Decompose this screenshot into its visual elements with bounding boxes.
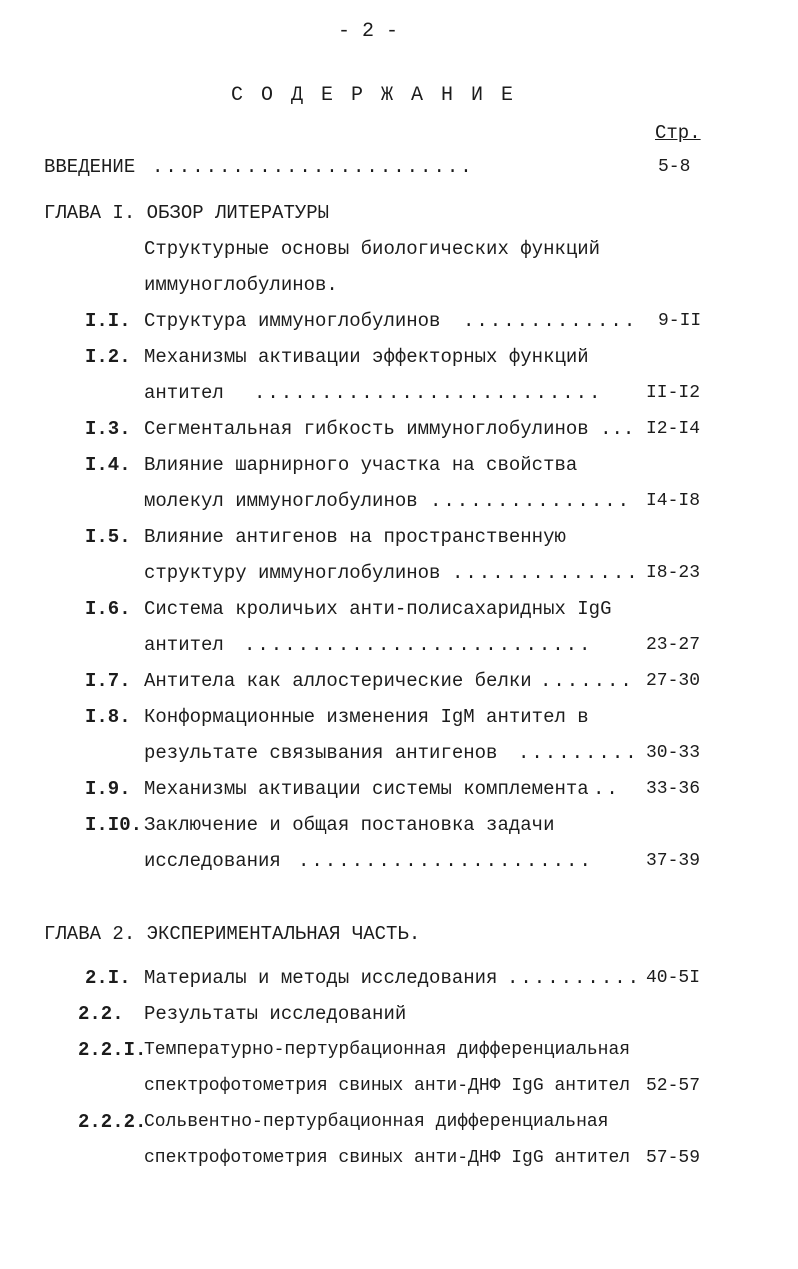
entry-title-cont: спектрофотометрия свиных анти-ДНФ IgG антител [144,1148,631,1168]
entry-title: Влияние антигенов на пространственную [144,526,566,548]
entry-page: 57-59 [646,1148,701,1168]
entry-page: 37-39 [646,851,701,871]
entry-page: 5-8 [658,157,691,177]
entry-title: ВВЕДЕНИЕ [44,156,136,178]
entry-page: I8-23 [646,563,701,583]
entry-number: I.4. [85,454,131,476]
entry-dots: ........................ [152,156,474,178]
entry-title: Сольвентно-пертурбационная дифференциальная [144,1112,609,1132]
entry-number: I.5. [85,526,131,548]
entry-number: I.I0. [85,814,143,836]
entry-page: II-I2 [646,383,701,403]
entry-dots: ...................... [298,850,593,872]
entry-number: I.9. [85,778,131,800]
entry-page: 27-30 [646,671,701,691]
entry-page: 33-36 [646,779,701,799]
entry-title: Сегментальная гибкость иммуноглобулинов ... [144,418,635,440]
entry-page: 52-57 [646,1076,701,1096]
entry-title-cont: структуру иммуноглобулинов [144,562,441,584]
chapter-subtitle: Структурные основы биологических функций [144,238,601,260]
entry-title: Влияние шарнирного участка на свойства [144,454,578,476]
entry-dots: .......................... [254,382,603,404]
entry-dots: .............. [452,562,640,584]
entry-title: Результаты исследований [144,1003,407,1025]
entry-dots: .. [593,778,620,800]
entry-page: I4-I8 [646,491,701,511]
entry-title: Система кроличьих анти-полисахаридных IgG [144,598,612,620]
entry-title: Механизмы активации эффекторных функций [144,346,589,368]
entry-title: Конформационные изменения IgM антител в [144,706,589,728]
entry-title-cont: спектрофотометрия свиных анти-ДНФ IgG антител [144,1076,631,1096]
entry-dots: ......... [518,742,639,764]
entry-number: I.3. [85,418,131,440]
entry-page: I2-I4 [646,419,701,439]
chapter-title: ГЛАВА I. ОБЗОР ЛИТЕРАТУРЫ [44,202,330,224]
entry-title-cont: результате связывания антигенов [144,742,498,764]
entry-page: 40-5I [646,968,701,988]
entry-title-cont: молекул иммуноглобулинов [144,490,418,512]
entry-title-cont: антител [144,382,224,404]
entry-number: 2.2.I. [78,1039,147,1061]
entry-number: I.8. [85,706,131,728]
page-column-label: Стр. [655,122,701,144]
entry-number: I.2. [85,346,131,368]
entry-page: 23-27 [646,635,701,655]
entry-page: 30-33 [646,743,701,763]
entry-number: 2.2.2. [78,1111,147,1133]
entry-title: Структура иммуноглобулинов [144,310,441,332]
entry-page: 9-II [658,311,702,331]
entry-number: I.I. [85,310,131,332]
entry-number: 2.2. [78,1003,124,1025]
entry-dots: .......................... [244,634,593,656]
entry-title: Температурно-пертурбационная дифференциальная [144,1040,631,1060]
entry-number: 2.I. [85,967,131,989]
entry-title-cont: исследования [144,850,281,872]
entry-number: I.6. [85,598,131,620]
chapter-subtitle: иммуноглобулинов. [144,274,338,296]
entry-dots: .......... [507,967,642,989]
entry-dots: ............... [430,490,632,512]
entry-title: Материалы и методы исследования [144,967,498,989]
entry-title: Антитела как аллостерические белки [144,670,532,692]
page-title: С О Д Е Р Ж А Н И Е [231,84,517,107]
entry-dots: ............. [463,310,638,332]
entry-number: I.7. [85,670,131,692]
entry-title: Заключение и общая постановка задачи [144,814,555,836]
entry-title: Механизмы активации системы комплемента [144,778,589,800]
chapter-title: ГЛАВА 2. ЭКСПЕРИМЕНТАЛЬНАЯ ЧАСТЬ. [44,923,421,945]
page-number: - 2 - [338,20,399,43]
entry-dots: ....... [540,670,634,692]
entry-title-cont: антител [144,634,224,656]
